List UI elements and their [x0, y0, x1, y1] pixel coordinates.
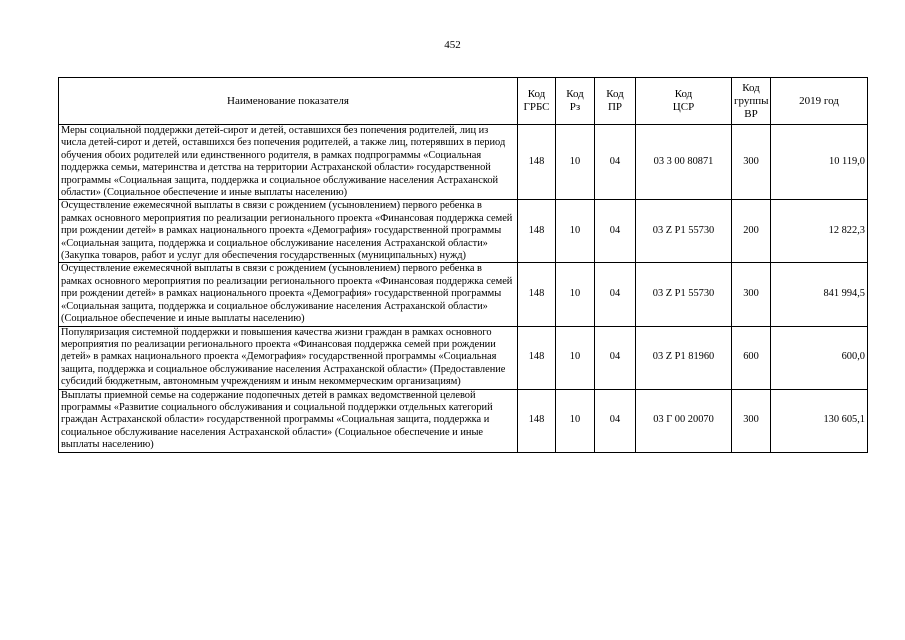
header-vr [732, 78, 771, 125]
header-csr-line1: Код [674, 88, 693, 100]
row-amount: 12 822,3 [771, 200, 868, 263]
row-pr: 04 [595, 125, 636, 200]
row-grbs: 148 [518, 263, 556, 326]
header-grbs-line1: Код [527, 88, 546, 100]
row-csr: 03 3 00 80871 [636, 125, 732, 200]
row-rz: 10 [556, 263, 595, 326]
row-rz: 10 [556, 200, 595, 263]
row-csr: 03 Z P1 55730 [636, 263, 732, 326]
row-vr: 200 [732, 200, 771, 263]
row-amount: 10 119,0 [771, 125, 868, 200]
row-name: Осуществление ежемесячной выплаты в связи с рождением (усыновлением) первого ребенка в рамках основного мероприятия по реализации регионального проекта «Финансовая поддержка семей при рождении детей» в рамках национального проекта «Демография» государственной программы «Социальная защита, поддержка и социальное обслуживание населения Астраханской области» (Социальное обеспечение и иные выплаты населению) [59, 263, 518, 326]
row-vr: 600 [732, 326, 771, 389]
page-number: 452 [444, 39, 461, 51]
row-csr: 03 Z P1 81960 [636, 326, 732, 389]
row-rz: 10 [556, 125, 595, 200]
header-rz-line2: Рз [569, 101, 581, 113]
row-name: Выплаты приемной семье на содержание подопечных детей в рамках ведомственной целевой программы «Развитие социального обслуживания и социальной поддержки отдельных категорий граждан Астраханской области» государственной программы «Социальная защита, поддержка и социальное обслуживание населения Астраханской области» (Социальное обеспечение и иные выплаты населению) [59, 389, 518, 452]
row-amount: 600,0 [771, 326, 868, 389]
header-year: 2019 год [771, 78, 868, 125]
header-grbs [518, 78, 556, 125]
row-vr: 300 [732, 389, 771, 452]
header-rz [556, 78, 595, 125]
header-vr-line1: Код [742, 81, 760, 94]
table-row [59, 326, 868, 389]
row-name: Популяризация системной поддержки и повышения качества жизни граждан в рамках основного мероприятия по реализации регионального проекта «Финансовая поддержка семей при рождении детей» в рамках национального проекта «Демография» государственной программы «Социальная защита, поддержка и социальное обслуживание населения Астраханской области» (Предоставление субсидий бюджетным, автономным учреждениям и иным некоммерческим организациям) [59, 326, 518, 389]
table-row [59, 125, 868, 200]
header-pr-line2: ПР [607, 101, 623, 113]
row-name: Осуществление ежемесячной выплаты в связи с рождением (усыновлением) первого ребенка в рамках основного мероприятия по реализации регионального проекта «Финансовая поддержка семей при рождении детей» в рамках национального проекта «Демография» государственной программы «Социальная защита, поддержка и социальное обслуживание населения Астраханской области» (Закупка товаров, работ и услуг для обеспечения государственных (муниципальных) нужд) [59, 200, 518, 263]
row-pr: 04 [595, 389, 636, 452]
row-vr: 300 [732, 263, 771, 326]
header-grbs-line2: ГРБС [523, 101, 550, 113]
row-pr: 04 [595, 263, 636, 326]
header-csr [636, 78, 732, 125]
header-rz-line1: Код [566, 88, 584, 100]
row-vr: 300 [732, 125, 771, 200]
header-csr-line2: ЦСР [672, 101, 695, 113]
row-amount: 841 994,5 [771, 263, 868, 326]
row-grbs: 148 [518, 389, 556, 452]
row-pr: 04 [595, 200, 636, 263]
table-row [59, 263, 868, 326]
row-csr: 03 Z P1 55730 [636, 200, 732, 263]
row-grbs: 148 [518, 125, 556, 200]
row-name: Меры социальной поддержки детей-сирот и детей, оставшихся без попечения родителей, лиц из числа детей-сирот и детей, оставшихся без попечения родителей, а также лиц, потерявших в период обучения обоих родителей или единственного родителя, в рамках подпрограммы «Социальная поддержка семьи, материнства и детства на территории Астраханской области» государственной программы «Социальная защита, поддержка и социальное обслуживание населения Астраханской области» (Социальное обеспечение и иные выплаты населению) [59, 125, 518, 200]
header-pr-line1: Код [606, 88, 624, 100]
table-row [59, 200, 868, 263]
row-csr: 03 Г 00 20070 [636, 389, 732, 452]
row-grbs: 148 [518, 200, 556, 263]
row-amount: 130 605,1 [771, 389, 868, 452]
budget-table [58, 77, 868, 453]
header-pr [595, 78, 636, 125]
header-row [59, 78, 868, 125]
row-grbs: 148 [518, 326, 556, 389]
header-vr-line3: ВР [744, 107, 758, 120]
row-pr: 04 [595, 326, 636, 389]
header-name: Наименование показателя [59, 78, 518, 125]
table-row [59, 389, 868, 452]
row-rz: 10 [556, 389, 595, 452]
row-rz: 10 [556, 326, 595, 389]
header-vr-line2: группы [734, 94, 769, 107]
